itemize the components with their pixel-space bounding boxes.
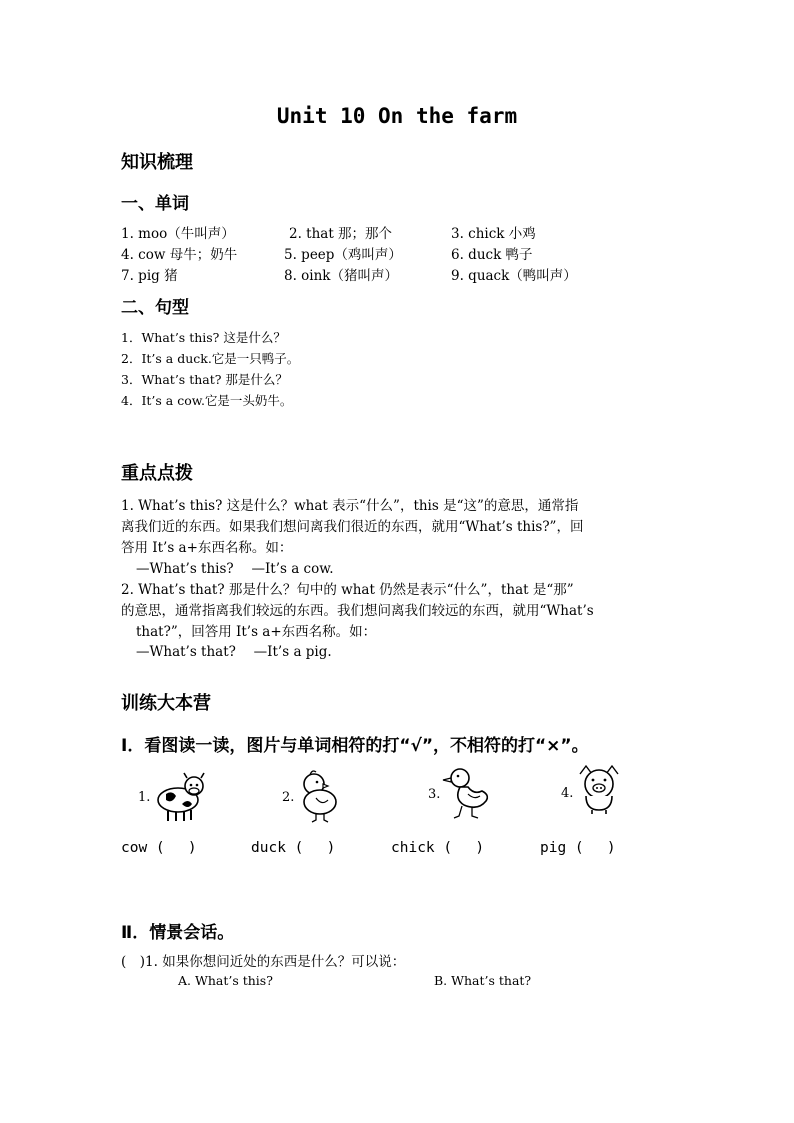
word-item: 5. peep（鸡叫声） — [284, 247, 402, 263]
answer-word[interactable]: cow ( ) — [121, 840, 197, 856]
duck-icon — [436, 764, 506, 826]
answer-word[interactable]: duck ( ) — [251, 840, 336, 856]
sentence-item: 3．What’s that? 那是什么？ — [121, 372, 288, 387]
word-item: 2. that 那；那个 — [289, 226, 393, 242]
words-heading: 一、单词 — [121, 194, 189, 214]
sentence-item: 1．What’s this? 这是什么？ — [121, 330, 286, 345]
sentence-item: 2．It’s a duck.它是一只鸭子。 — [121, 351, 300, 366]
exercise-2-heading: Ⅱ．情景会话。 — [121, 923, 235, 943]
word-item: 9. quack（鸭叫声） — [451, 268, 577, 284]
key-point-line: 的意思，通常指离我们较远的东西。我们想问离我们较远的东西，就用“What’s — [121, 603, 594, 619]
word-item: 3. chick 小鸡 — [451, 226, 536, 242]
page-title: Unit 10 On the farm — [276, 104, 518, 128]
section-heading-key-points: 重点点拨 — [121, 463, 193, 484]
chick-icon — [288, 764, 358, 826]
key-point-line: 离我们近的东西。如果我们想问离我们很近的东西，就用“What’s this?”，回 — [121, 519, 584, 535]
section-heading-practice: 训练大本营 — [121, 693, 211, 714]
section-heading-knowledge: 知识梳理 — [121, 152, 193, 173]
picture-number: 4. — [561, 786, 574, 801]
word-item: 6. duck 鸭子 — [451, 247, 533, 263]
pig-icon — [566, 762, 636, 824]
key-point-line: that?”，回答用 It’s a+东西名称。如： — [136, 624, 377, 640]
key-point-line: 1. What’s this? 这是什么？what 表示“什么”，this 是“这”的意思，通常指 — [121, 498, 579, 514]
answer-word[interactable]: pig ( ) — [540, 840, 616, 856]
picture-number: 2. — [282, 790, 295, 805]
word-item: 1. moo（牛叫声） — [121, 226, 235, 242]
exercise-1-heading: Ⅰ．看图读一读，图片与单词相符的打“√”，不相符的打“×”。 — [121, 736, 589, 756]
example-dialog: —What’s this? —It’s a cow. — [136, 561, 334, 577]
word-item: 8. oink（猪叫声） — [284, 268, 398, 284]
sentences-heading: 二、句型 — [121, 298, 189, 318]
example-dialog: —What’s that? —It’s a pig. — [136, 644, 332, 660]
picture-number: 1. — [138, 790, 151, 805]
word-item: 7. pig 猪 — [121, 268, 178, 284]
question-1: ( )1. 如果你想问近处的东西是什么？可以说： — [121, 954, 406, 970]
option-a[interactable]: A. What’s this? — [178, 973, 273, 988]
answer-word[interactable]: chick ( ) — [391, 840, 485, 856]
word-item: 4. cow 母牛；奶牛 — [121, 247, 238, 263]
sentence-item: 4．It’s a cow.它是一头奶牛。 — [121, 393, 293, 408]
picture-number: 3. — [428, 787, 441, 802]
key-point-line: 答用 It’s a+东西名称。如： — [121, 540, 293, 556]
key-point-line: 2. What’s that? 那是什么？句中的 what 仍然是表示“什么”，that 是“那” — [121, 582, 574, 598]
cow-icon — [148, 764, 218, 826]
option-b[interactable]: B. What’s that? — [434, 973, 532, 988]
